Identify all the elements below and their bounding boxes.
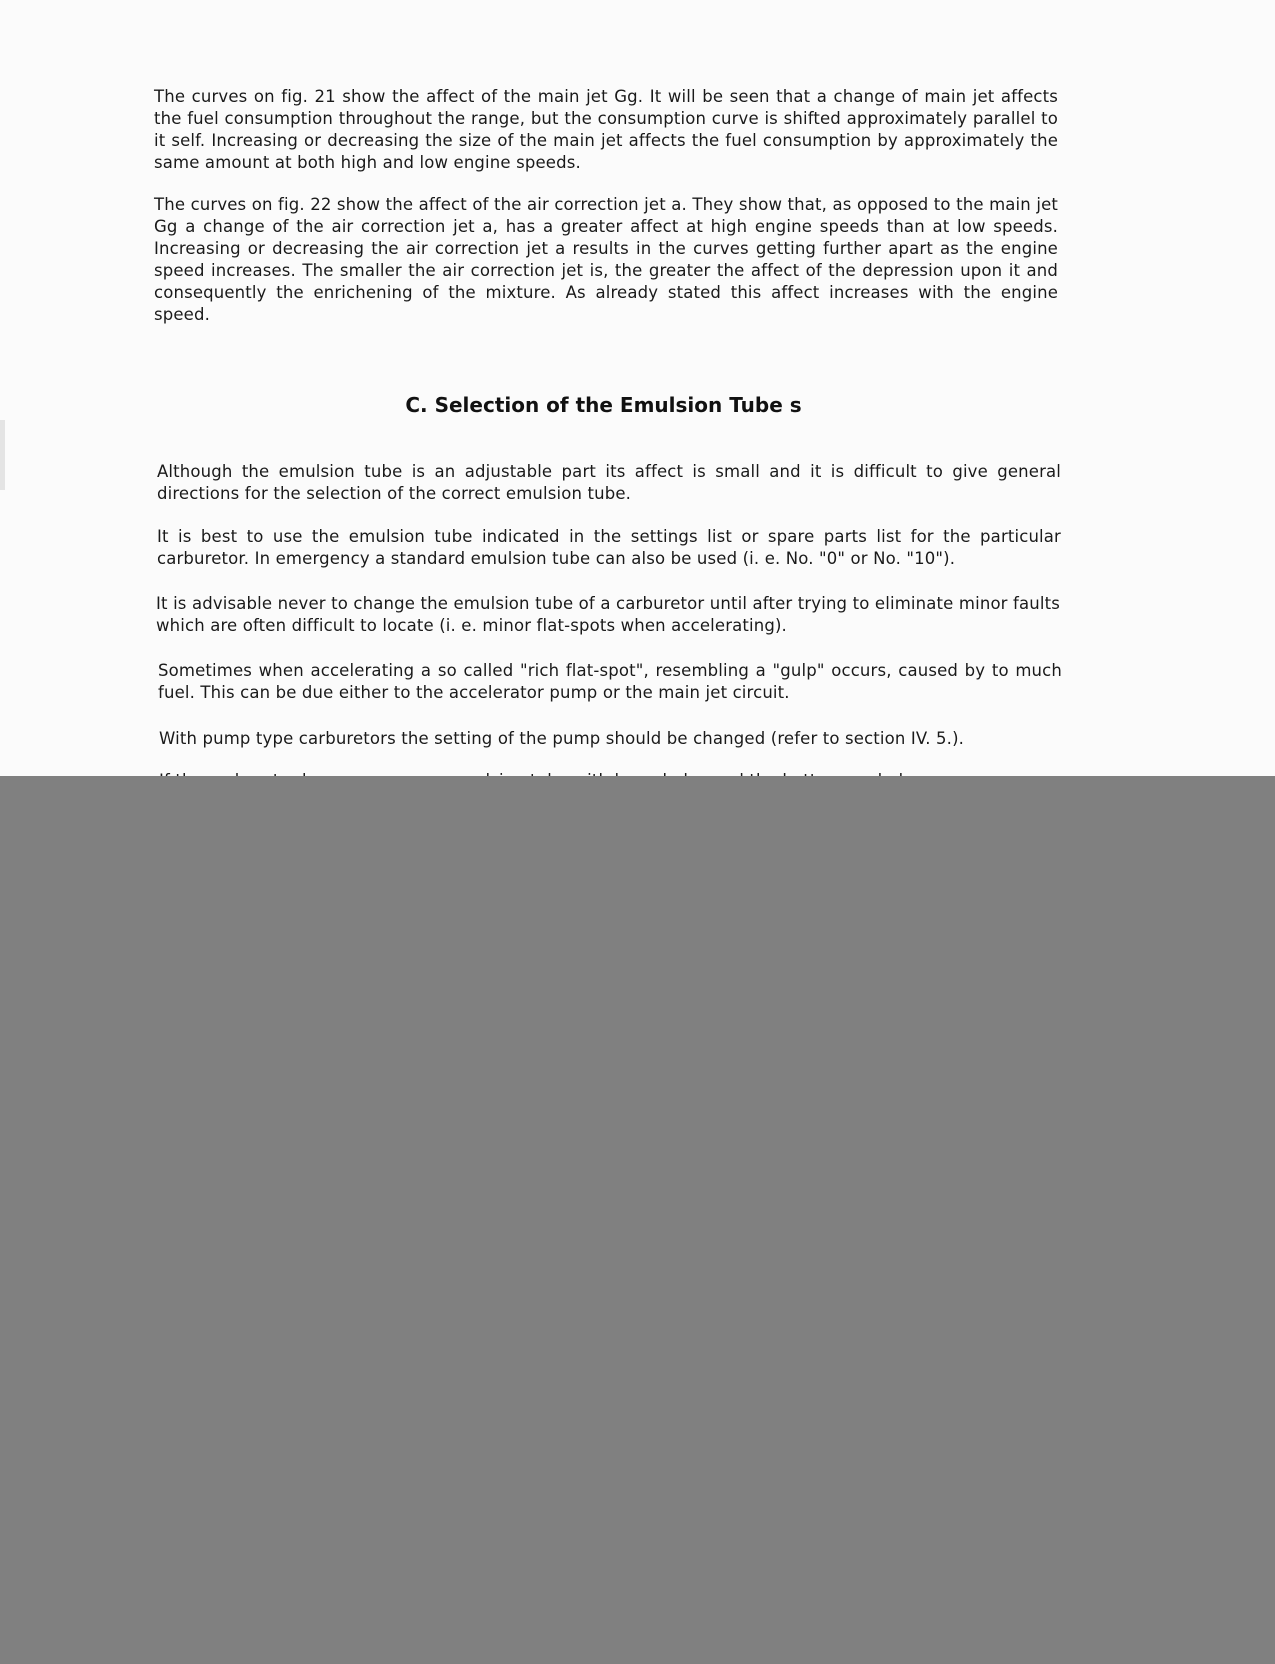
scan-edge-mark [0, 420, 5, 490]
section-heading: C. Selection of the Emulsion Tube s [405, 393, 802, 417]
document-page [0, 0, 1275, 776]
paragraph-emulsion-intro: Although the emulsion tube is an adjustable part its affect is small and it is difficult to give general directions for the selection of the correct emulsion tube. [157, 462, 1061, 503]
paragraph-air-correction-jet: The curves on fig. 22 show the affect of the air correction jet a. They show that, as opposed to the main jet Gg a change of the air correction jet a, has a greater affect at high engine speeds than at low speeds. Increasing or decreasing the air correction jet a results in the curves getting further apart as the engine speed increases. The smaller the air correction jet is, the greater the affect of the depression upon it and consequently the enrichening of the mixture. As already stated this affect increases with the engine speed. [154, 195, 1058, 324]
paragraph-rich-flat-spot: Sometimes when accelerating a so called "rich flat-spot", resembling a "gulp" occurs, caused by to much fuel. This can be due either to the accelerator pump or the main jet circuit. [158, 661, 1062, 702]
redacted-gray-area [0, 776, 1275, 1664]
paragraph-settings-list: It is best to use the emulsion tube indicated in the settings list or spare parts list for the particular carburetor. In emergency a standard emulsion tube can also be used (i. e. No. "0" or No. "10"). [157, 527, 1061, 568]
paragraph-pump-carburetors: With pump type carburetors the setting of the pump should be changed (refer to section IV. 5.). [159, 729, 965, 748]
paragraph-main-jet: The curves on fig. 21 show the affect of the main jet Gg. It will be seen that a change of main jet affects the fuel consumption throughout the range, but the consumption curve is shifted approximately parallel to it self. Increasing or decreasing the size of the main jet affects the fuel consumption by approximately the same amount at both high and low engine speeds. [154, 87, 1058, 172]
paragraph-advice: It is advisable never to change the emulsion tube of a carburetor until after trying to eliminate minor faults which are often difficult to locate (i. e. minor flat-spots when accelerating). [156, 594, 1060, 635]
